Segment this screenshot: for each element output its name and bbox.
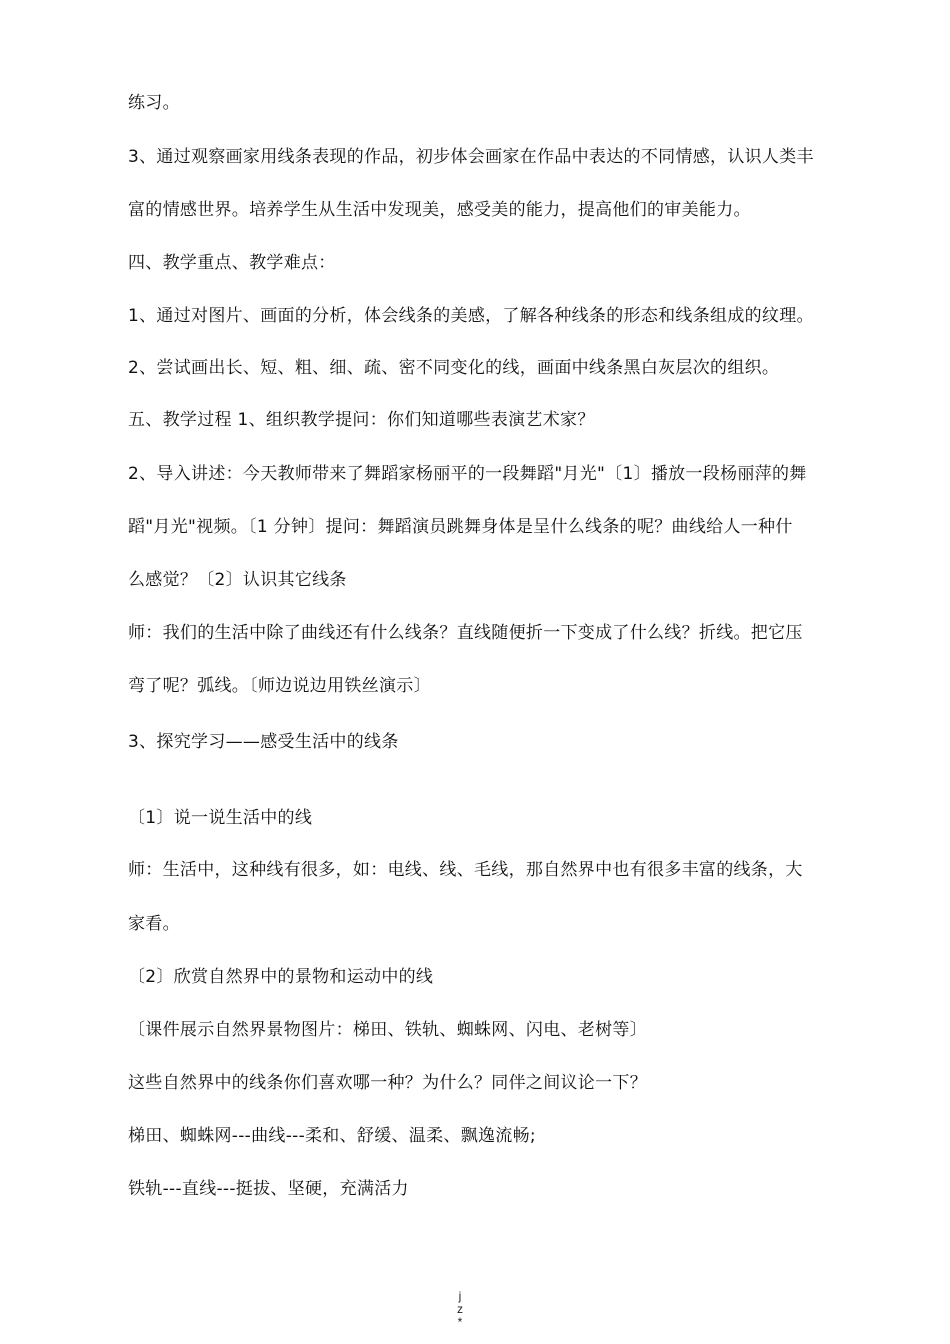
footer-char: j: [458, 1289, 462, 1303]
text-line: 2、导入讲述：今天教师带来了舞蹈家杨丽平的一段舞蹈"月光"〔1〕播放一段杨丽萍的舞: [128, 464, 807, 484]
text-line: 3、通过观察画家用线条表现的作品，初步体会画家在作品中表达的不同情感，认识人类丰: [128, 147, 814, 167]
text-line: 家看。: [128, 914, 180, 934]
text-line: 练习。: [128, 93, 180, 113]
page-footer: [452, 1290, 468, 1329]
footer-char: z: [457, 1302, 463, 1316]
section-heading: 五、教学过程 1、组织教学提问：你们知道哪些表演艺术家？: [128, 410, 595, 430]
text-line: 3、探究学习——感受生活中的线条: [128, 732, 399, 752]
footer-char: *: [457, 1315, 463, 1329]
text-line: 么感觉？〔2〕认识其它线条: [128, 570, 347, 590]
text-line: 弯了呢？弧线。〔师边说边用铁丝演示〕: [128, 676, 431, 696]
text-line: 师：我们的生活中除了曲线还有什么线条？直线随便折一下变成了什么线？折线。把它压: [128, 623, 803, 643]
text-line: 铁轨---直线---挺拔、坚硬，充满活力: [128, 1179, 409, 1199]
text-line: 这些自然界中的线条你们喜欢哪一种？为什么？同伴之间议论一下？: [128, 1073, 647, 1093]
section-heading: 四、教学重点、教学难点：: [128, 253, 336, 273]
text-line: 〔课件展示自然界景物图片：梯田、铁轨、蜘蛛网、闪电、老树等〕: [128, 1020, 647, 1040]
text-line: 富的情感世界。培养学生从生活中发现美，感受美的能力，提高他们的审美能力。: [128, 200, 751, 220]
text-line: 〔2〕欣赏自然界中的景物和运动中的线: [128, 967, 434, 987]
text-line: 〔1〕说一说生活中的线: [128, 808, 313, 828]
text-line: 1、通过对图片、画面的分析，体会线条的美感，了解各种线条的形态和线条组成的纹理。: [128, 306, 814, 326]
text-line: 蹈"月光"视频。〔1 分钟〕提问：舞蹈演员跳舞身体是呈什么线条的呢？曲线给人一种什: [128, 517, 793, 537]
text-line: 梯田、蜘蛛网---曲线---柔和、舒缓、温柔、飘逸流畅;: [128, 1126, 536, 1146]
text-line: 2、尝试画出长、短、粗、细、疏、密不同变化的线，画面中线条黑白灰层次的组织。: [128, 358, 780, 378]
text-line: 师：生活中，这种线有很多，如：电线、线、毛线，那自然界中也有很多丰富的线条，大: [128, 860, 803, 880]
